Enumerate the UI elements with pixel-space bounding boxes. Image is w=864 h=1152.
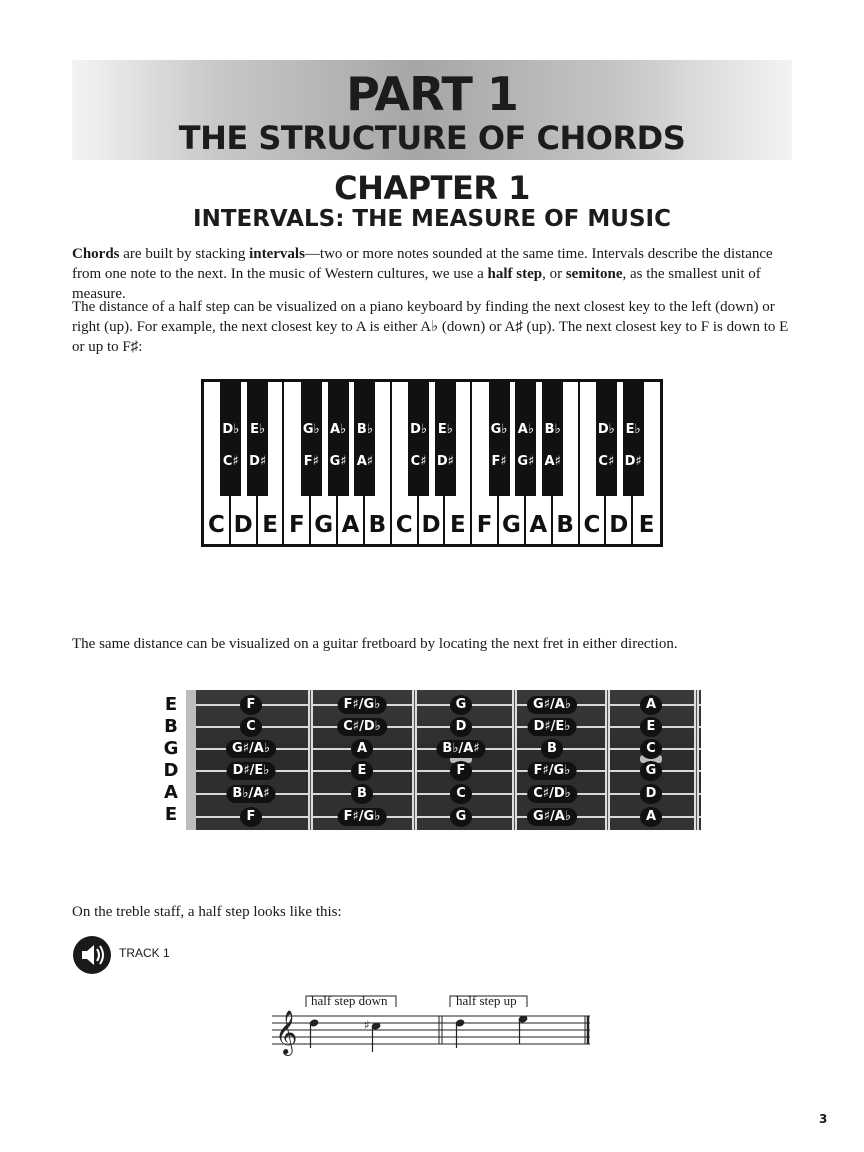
speaker-icon[interactable]: [73, 936, 111, 974]
black-key: [435, 382, 456, 496]
black-key-sharp-label: C♯: [410, 454, 427, 469]
black-key: [489, 382, 510, 496]
fret-note: F: [240, 695, 262, 715]
black-key-flat-label: D♭: [410, 422, 428, 437]
bold-term: semitone: [565, 266, 623, 282]
fret-note: F♯/G♭: [528, 762, 577, 780]
bold-term: half step: [487, 266, 543, 282]
white-key-label: E: [638, 512, 655, 538]
fret-note: G♯/A♭: [226, 740, 276, 758]
black-key-sharp-label: G♯: [517, 454, 535, 469]
black-key-flat-label: A♭: [330, 422, 347, 437]
white-key-label: B: [368, 512, 387, 538]
part-title: PART 1: [346, 67, 518, 121]
black-key-sharp-label: F♯: [491, 454, 507, 469]
fret-note: G: [450, 695, 472, 715]
svg-text:𝄞: 𝄞: [275, 1010, 298, 1054]
white-key-label: D: [421, 512, 441, 538]
white-key-label: C: [395, 512, 413, 538]
track-label: TRACK 1: [119, 946, 170, 960]
fret-note: D♯/E♭: [528, 718, 577, 736]
fret-note: D: [640, 784, 662, 804]
black-key-sharp-label: F♯: [303, 454, 319, 469]
white-key-label: C: [583, 512, 601, 538]
white-key-label: F: [476, 512, 493, 538]
part-subtitle: THE STRUCTURE OF CHORDS: [178, 119, 686, 157]
fret-wire: [308, 690, 313, 830]
white-key-label: A: [529, 512, 548, 538]
white-key-label: D: [233, 512, 253, 538]
chapter-subtitle: INTERVALS: THE MEASURE OF MUSIC: [193, 206, 671, 232]
fret-wire: [512, 690, 517, 830]
black-key-flat-label: B♭: [544, 422, 561, 437]
fret-note: C: [450, 784, 472, 804]
black-key-flat-label: D♭: [222, 422, 240, 437]
fret-note: E: [640, 717, 662, 737]
string-labels: [160, 694, 182, 826]
white-key-label: E: [262, 512, 278, 538]
fret-note: C: [240, 717, 262, 737]
fret-note: B♭/A♯: [226, 785, 275, 803]
string-label: B: [164, 716, 178, 737]
fret-note: C: [640, 739, 662, 759]
text: —two or more notes sounded at the same time. Intervals describe the distance from one note to the next. In the music of Western cultures, we use a: [72, 246, 773, 282]
part-banner: [72, 60, 792, 160]
fret-note: F♯/G♭: [338, 696, 387, 714]
bold-term: intervals: [249, 246, 305, 262]
text: , as the smallest unit of measure.: [72, 266, 761, 302]
fret-note: C♯/D♭: [527, 785, 577, 803]
black-key-flat-label: D♭: [597, 422, 615, 437]
black-key-flat-label: E♭: [437, 422, 453, 437]
bracket-label-half-step-up: half step up: [456, 993, 517, 1008]
chapter-title: CHAPTER 1: [334, 169, 530, 207]
guitar-string: [196, 816, 701, 818]
black-key-sharp-label: D♯: [624, 454, 642, 469]
fret-note: A: [640, 695, 662, 715]
paragraph-staff: On the treble staff, a half step looks like this:: [72, 904, 342, 920]
black-key-flat-label: G♭: [302, 422, 320, 437]
white-key-label: G: [314, 512, 334, 538]
fret-wire: [694, 690, 699, 830]
fret-note: C♯/D♭: [337, 718, 387, 736]
string-label: D: [163, 760, 179, 781]
black-key: [247, 382, 268, 496]
white-key-label: E: [449, 512, 466, 538]
white-key-label: F: [289, 512, 305, 538]
paragraph-intro: [72, 244, 796, 304]
black-key-sharp-label: C♯: [598, 454, 615, 469]
fret-wire: [605, 690, 610, 830]
fret-note: G: [640, 761, 662, 781]
black-key: [623, 382, 644, 496]
black-key-flat-label: E♭: [250, 422, 266, 437]
fret-note: B: [351, 784, 373, 804]
fret-note: F: [450, 761, 472, 781]
black-key-sharp-label: D♯: [436, 454, 454, 469]
string-label: G: [163, 738, 179, 759]
fret-note: D♯/E♭: [227, 762, 276, 780]
bold-term: Chords: [72, 246, 120, 262]
black-key-sharp-label: A♯: [356, 454, 374, 469]
fret-wire: [412, 690, 417, 830]
fret-note: A: [640, 807, 662, 827]
paragraph-guitar: The same distance can be visualized on a guitar fretboard by locating the next fret in either direction.: [72, 636, 678, 652]
white-key-label: A: [341, 512, 360, 538]
white-key-label: B: [556, 512, 574, 538]
fret-note: F♯/G♭: [338, 808, 387, 826]
black-key: [354, 382, 375, 496]
black-key: [596, 382, 617, 496]
guitar-string: [196, 704, 701, 706]
white-key-label: D: [609, 512, 629, 538]
black-key-sharp-label: G♯: [329, 454, 347, 469]
black-key-flat-label: A♭: [517, 422, 534, 437]
guitar-string: [196, 726, 701, 728]
fret-note: G♯/A♭: [527, 808, 577, 826]
text: are built by stacking: [119, 246, 250, 262]
black-key: [515, 382, 536, 496]
fret-note: F: [240, 807, 262, 827]
piano-keyboard-diagram: [201, 379, 663, 547]
string-label: E: [164, 694, 178, 715]
treble-staff-example: [272, 990, 592, 1060]
black-key: [408, 382, 429, 496]
guitar-fretboard-diagram: [186, 690, 701, 830]
fret-note: B♭/A♯: [436, 740, 485, 758]
svg-text:♯: ♯: [364, 1018, 370, 1032]
black-key: [328, 382, 349, 496]
fret-note: G♯/A♭: [527, 696, 577, 714]
bracket-label-half-step-down: half step down: [311, 993, 388, 1008]
black-key: [220, 382, 241, 496]
page-number: 3: [819, 1112, 828, 1126]
fret-note: G: [450, 807, 472, 827]
fret-note: E: [351, 761, 373, 781]
black-key-flat-label: B♭: [356, 422, 373, 437]
black-key-sharp-label: C♯: [222, 454, 239, 469]
string-label: A: [164, 782, 178, 803]
white-key-label: G: [502, 512, 521, 538]
black-key: [542, 382, 563, 496]
black-key-sharp-label: D♯: [249, 454, 267, 469]
fret-note: D: [450, 717, 472, 737]
fret-note: B: [541, 739, 563, 759]
black-key-flat-label: G♭: [490, 422, 508, 437]
black-key-sharp-label: A♯: [544, 454, 561, 469]
paragraph-piano: The distance of a half step can be visualized on a piano keyboard by finding the next closest key to the left (down) or right (up). For example, the next closest key to A is either A♭ (down) or A♯ (up). The next closest key to F is down to E or up to F♯:: [72, 299, 789, 355]
black-key: [301, 382, 322, 496]
text: , or: [542, 266, 566, 282]
black-key-flat-label: E♭: [625, 422, 641, 437]
string-label: E: [164, 804, 178, 825]
white-key-label: C: [207, 512, 225, 538]
fret-note: A: [351, 739, 373, 759]
